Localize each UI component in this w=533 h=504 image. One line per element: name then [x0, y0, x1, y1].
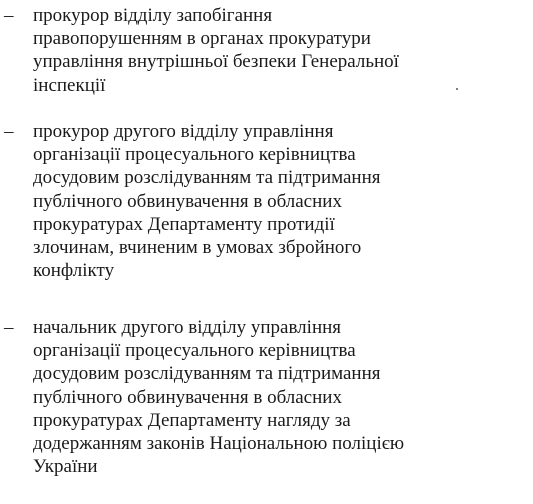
list-item-text: прокурор відділу запобігання правопорушенням в органах прокуратури управління внутрішньої безпеки Генеральної інспекції: [33, 5, 399, 96]
list-item-text: прокурор другого відділу управління організації процесуального керівництва досудовим розслідуванням та підтримання публічного обвинувачення в обласних прокуратурах Департаменту протидії злочинам, вчиненим в умовах збройного конфлікту: [33, 121, 381, 282]
scan-speck: [456, 88, 458, 90]
list-dash-marker: –: [4, 317, 14, 338]
list-dash-marker: –: [4, 5, 14, 26]
list-item-text: начальник другого відділу управління організації процесуального керівництва досудовим розслідуванням та підтримання публічного обвинувачення в обласних прокуратурах Департаменту нагляду за додержанням законів Національною поліцією України: [33, 317, 405, 478]
list-dash-marker: –: [4, 121, 14, 142]
